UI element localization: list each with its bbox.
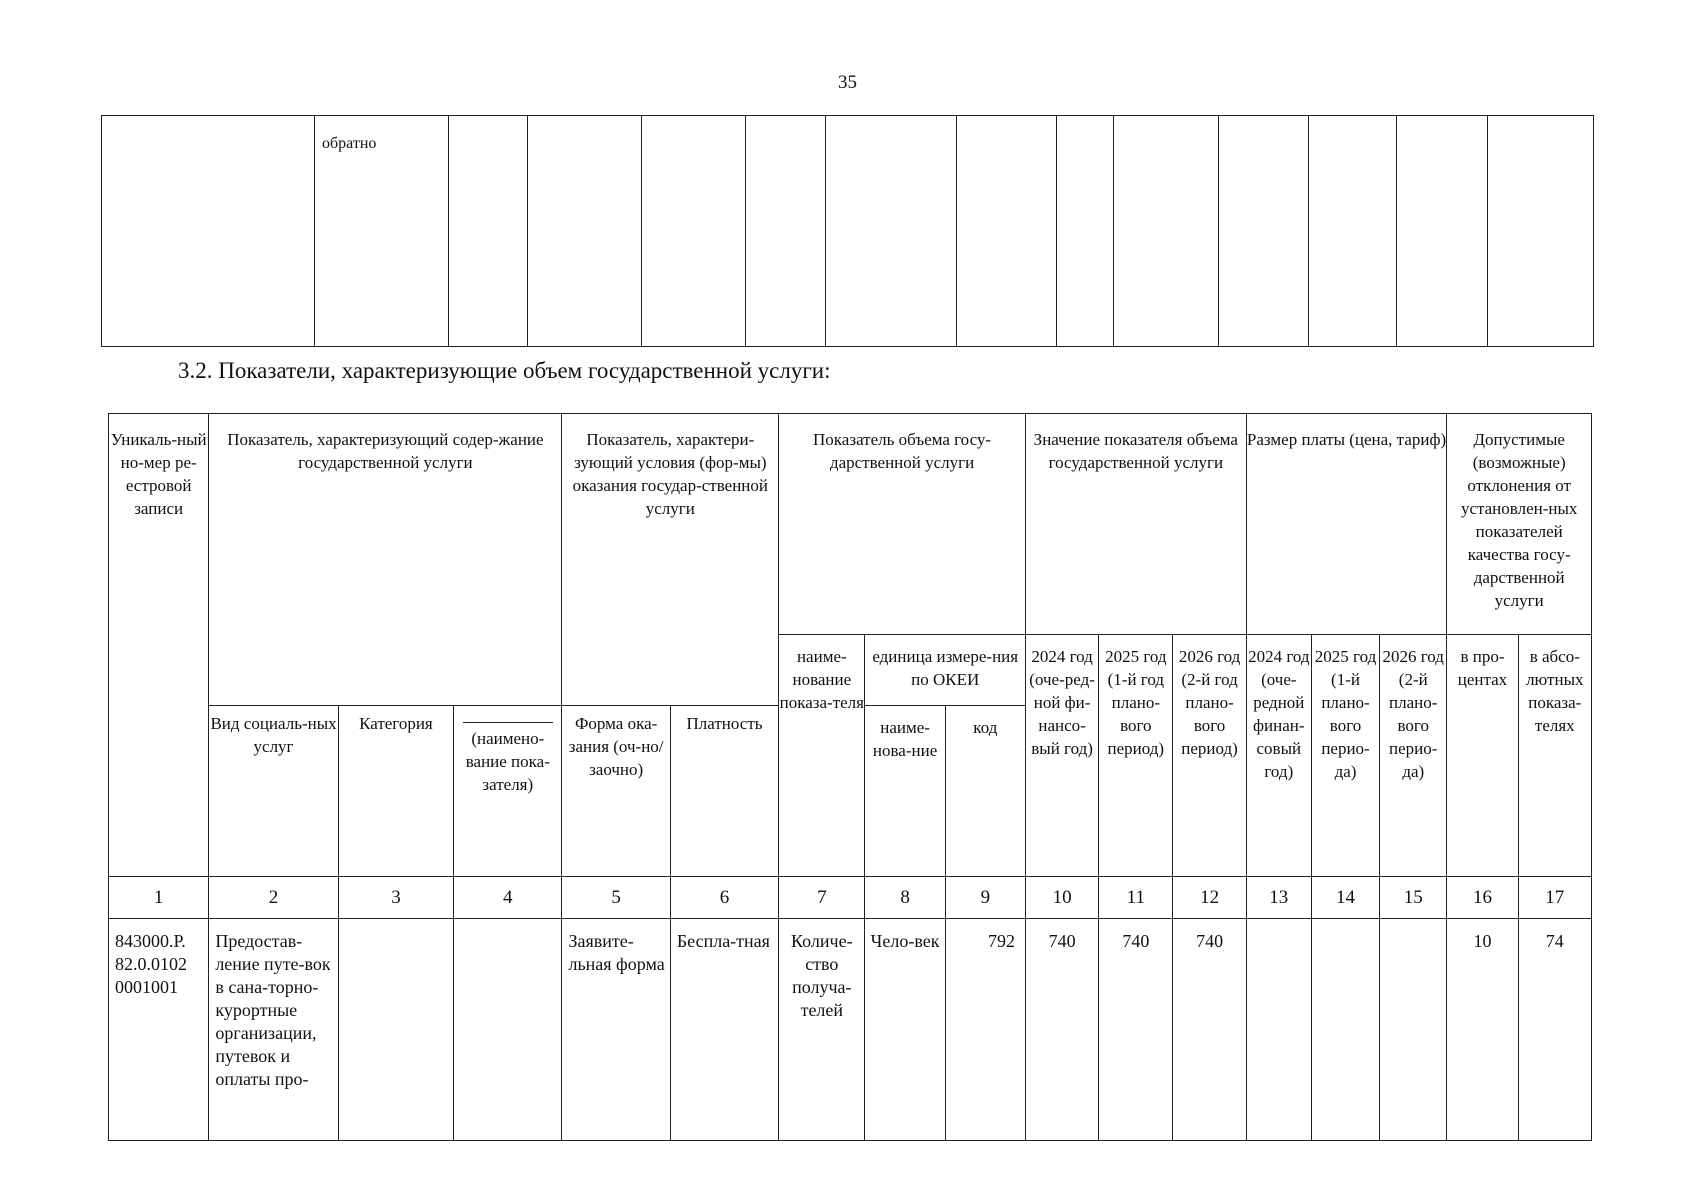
header-indicator-name-blank-label: (наимено-вание пока-зателя) xyxy=(465,729,550,794)
header-fee-2026: 2026 год (2-й плано-вого перио-да) xyxy=(1380,635,1447,877)
cell-value-2026: 740 xyxy=(1173,919,1246,1141)
cell-unit-code: 792 xyxy=(945,919,1025,1141)
cell-deviation-absolute: 74 xyxy=(1518,919,1591,1141)
header-unique-number: Уникаль-ный но-мер ре-естровой записи xyxy=(109,414,209,877)
column-number: 3 xyxy=(338,877,453,919)
header-fee-2025: 2025 год (1-й плано-вого перио-да) xyxy=(1311,635,1379,877)
cell-unit-name: Чело-век xyxy=(865,919,945,1141)
cell-empty xyxy=(449,116,528,347)
cell-empty xyxy=(957,116,1057,347)
header-unit-name: наиме-нова-ние xyxy=(865,706,945,877)
cell-empty xyxy=(1488,116,1594,347)
column-number-row xyxy=(109,877,1592,919)
header-form: Форма ока-зания (оч-но/заочно) xyxy=(562,706,670,877)
cell-fee-2024 xyxy=(1246,919,1311,1141)
cell-payment: Бесплa-тная xyxy=(670,919,778,1141)
column-number: 12 xyxy=(1173,877,1246,919)
volume-indicators-table xyxy=(108,413,1592,1141)
header-okei-unit: единица измере-ния по ОКЕИ xyxy=(865,635,1026,706)
header-deviation-absolute: в абсо-лютных показа-телях xyxy=(1518,635,1591,877)
header-conditions-indicator: Показатель, характери-зующий условия (фор-мы) оказания государ-ственной услуги xyxy=(562,414,779,706)
header-value-2026: 2026 год (2-й год плано-вого период) xyxy=(1173,635,1246,877)
cell-category xyxy=(338,919,453,1141)
header-value-2024: 2024 год (оче-ред-ной фи-нансо-вый год) xyxy=(1025,635,1098,877)
header-deviation-percent: в про-центах xyxy=(1447,635,1518,877)
column-number: 1 xyxy=(109,877,209,919)
cell-unique-number: 843000.Р. 82.0.0102 0001001 xyxy=(109,919,209,1141)
cell-empty xyxy=(1309,116,1397,347)
column-number: 10 xyxy=(1025,877,1098,919)
cell-empty xyxy=(642,116,746,347)
header-value-2025: 2025 год (1-й год плано-вого период) xyxy=(1099,635,1173,877)
header-payment: Платность xyxy=(670,706,778,877)
section-title: 3.2. Показатели, характеризующие объем государственной услуги: xyxy=(178,358,831,383)
cell-form: Заявите-льная форма xyxy=(562,919,670,1141)
header-volume-indicator: Показатель объема госу-дарственной услуги xyxy=(779,414,1026,635)
column-number: 6 xyxy=(670,877,778,919)
column-number: 17 xyxy=(1518,877,1591,919)
cell-fee-2026 xyxy=(1380,919,1447,1141)
column-number: 13 xyxy=(1246,877,1311,919)
blank-line xyxy=(463,722,553,723)
column-number: 11 xyxy=(1099,877,1173,919)
cell-service-type: Предостав-ление путе-вок в сана-торно-курортные организации, путевок и оплаты про- xyxy=(209,919,338,1141)
header-fee-2024: 2024 год (оче-редной финан-совый год) xyxy=(1246,635,1311,877)
cell-empty xyxy=(746,116,826,347)
continued-table xyxy=(101,115,1594,347)
column-number: 5 xyxy=(562,877,670,919)
cell-indicator-blank xyxy=(454,919,562,1141)
header-deviations: Допустимые (возможные) отклонения от установлен-ных показателей качества госу-дарственной услуги xyxy=(1447,414,1592,635)
header-content-indicator: Показатель, характеризующий содер-жание государственной услуги xyxy=(209,414,562,706)
column-number: 16 xyxy=(1447,877,1518,919)
header-volume-value: Значение показателя объема государственной услуги xyxy=(1025,414,1246,635)
column-number: 14 xyxy=(1311,877,1379,919)
header-row-1 xyxy=(109,414,1592,635)
cell-empty xyxy=(1397,116,1488,347)
column-number: 8 xyxy=(865,877,945,919)
cell-indicator-name: Количе-ство получа-телей xyxy=(779,919,865,1141)
cell-value-2024: 740 xyxy=(1025,919,1098,1141)
page-number: 35 xyxy=(838,72,857,93)
continued-row xyxy=(102,116,1594,347)
cell-empty xyxy=(1057,116,1114,347)
cell-empty xyxy=(1219,116,1309,347)
cell-empty xyxy=(102,116,315,347)
cell-deviation-percent: 10 xyxy=(1447,919,1518,1141)
column-number: 7 xyxy=(779,877,865,919)
header-service-type: Вид социаль-ных услуг xyxy=(209,706,338,877)
column-number: 9 xyxy=(945,877,1025,919)
cell-empty xyxy=(528,116,642,347)
cell-empty xyxy=(1114,116,1219,347)
cell-value-2025: 740 xyxy=(1099,919,1173,1141)
header-indicator-name-blank xyxy=(454,706,562,877)
cell-fee-2025 xyxy=(1311,919,1379,1141)
cell-empty xyxy=(826,116,957,347)
header-fee: Размер платы (цена, тариф) xyxy=(1246,414,1447,635)
header-unit-code: код xyxy=(945,706,1025,877)
table-row xyxy=(109,919,1592,1141)
column-number: 4 xyxy=(454,877,562,919)
cell-text: обратно xyxy=(315,116,449,347)
column-number: 15 xyxy=(1380,877,1447,919)
header-category: Категория xyxy=(338,706,453,877)
column-number: 2 xyxy=(209,877,338,919)
header-indicator-name: наиме-нование показа-теля xyxy=(779,635,865,877)
